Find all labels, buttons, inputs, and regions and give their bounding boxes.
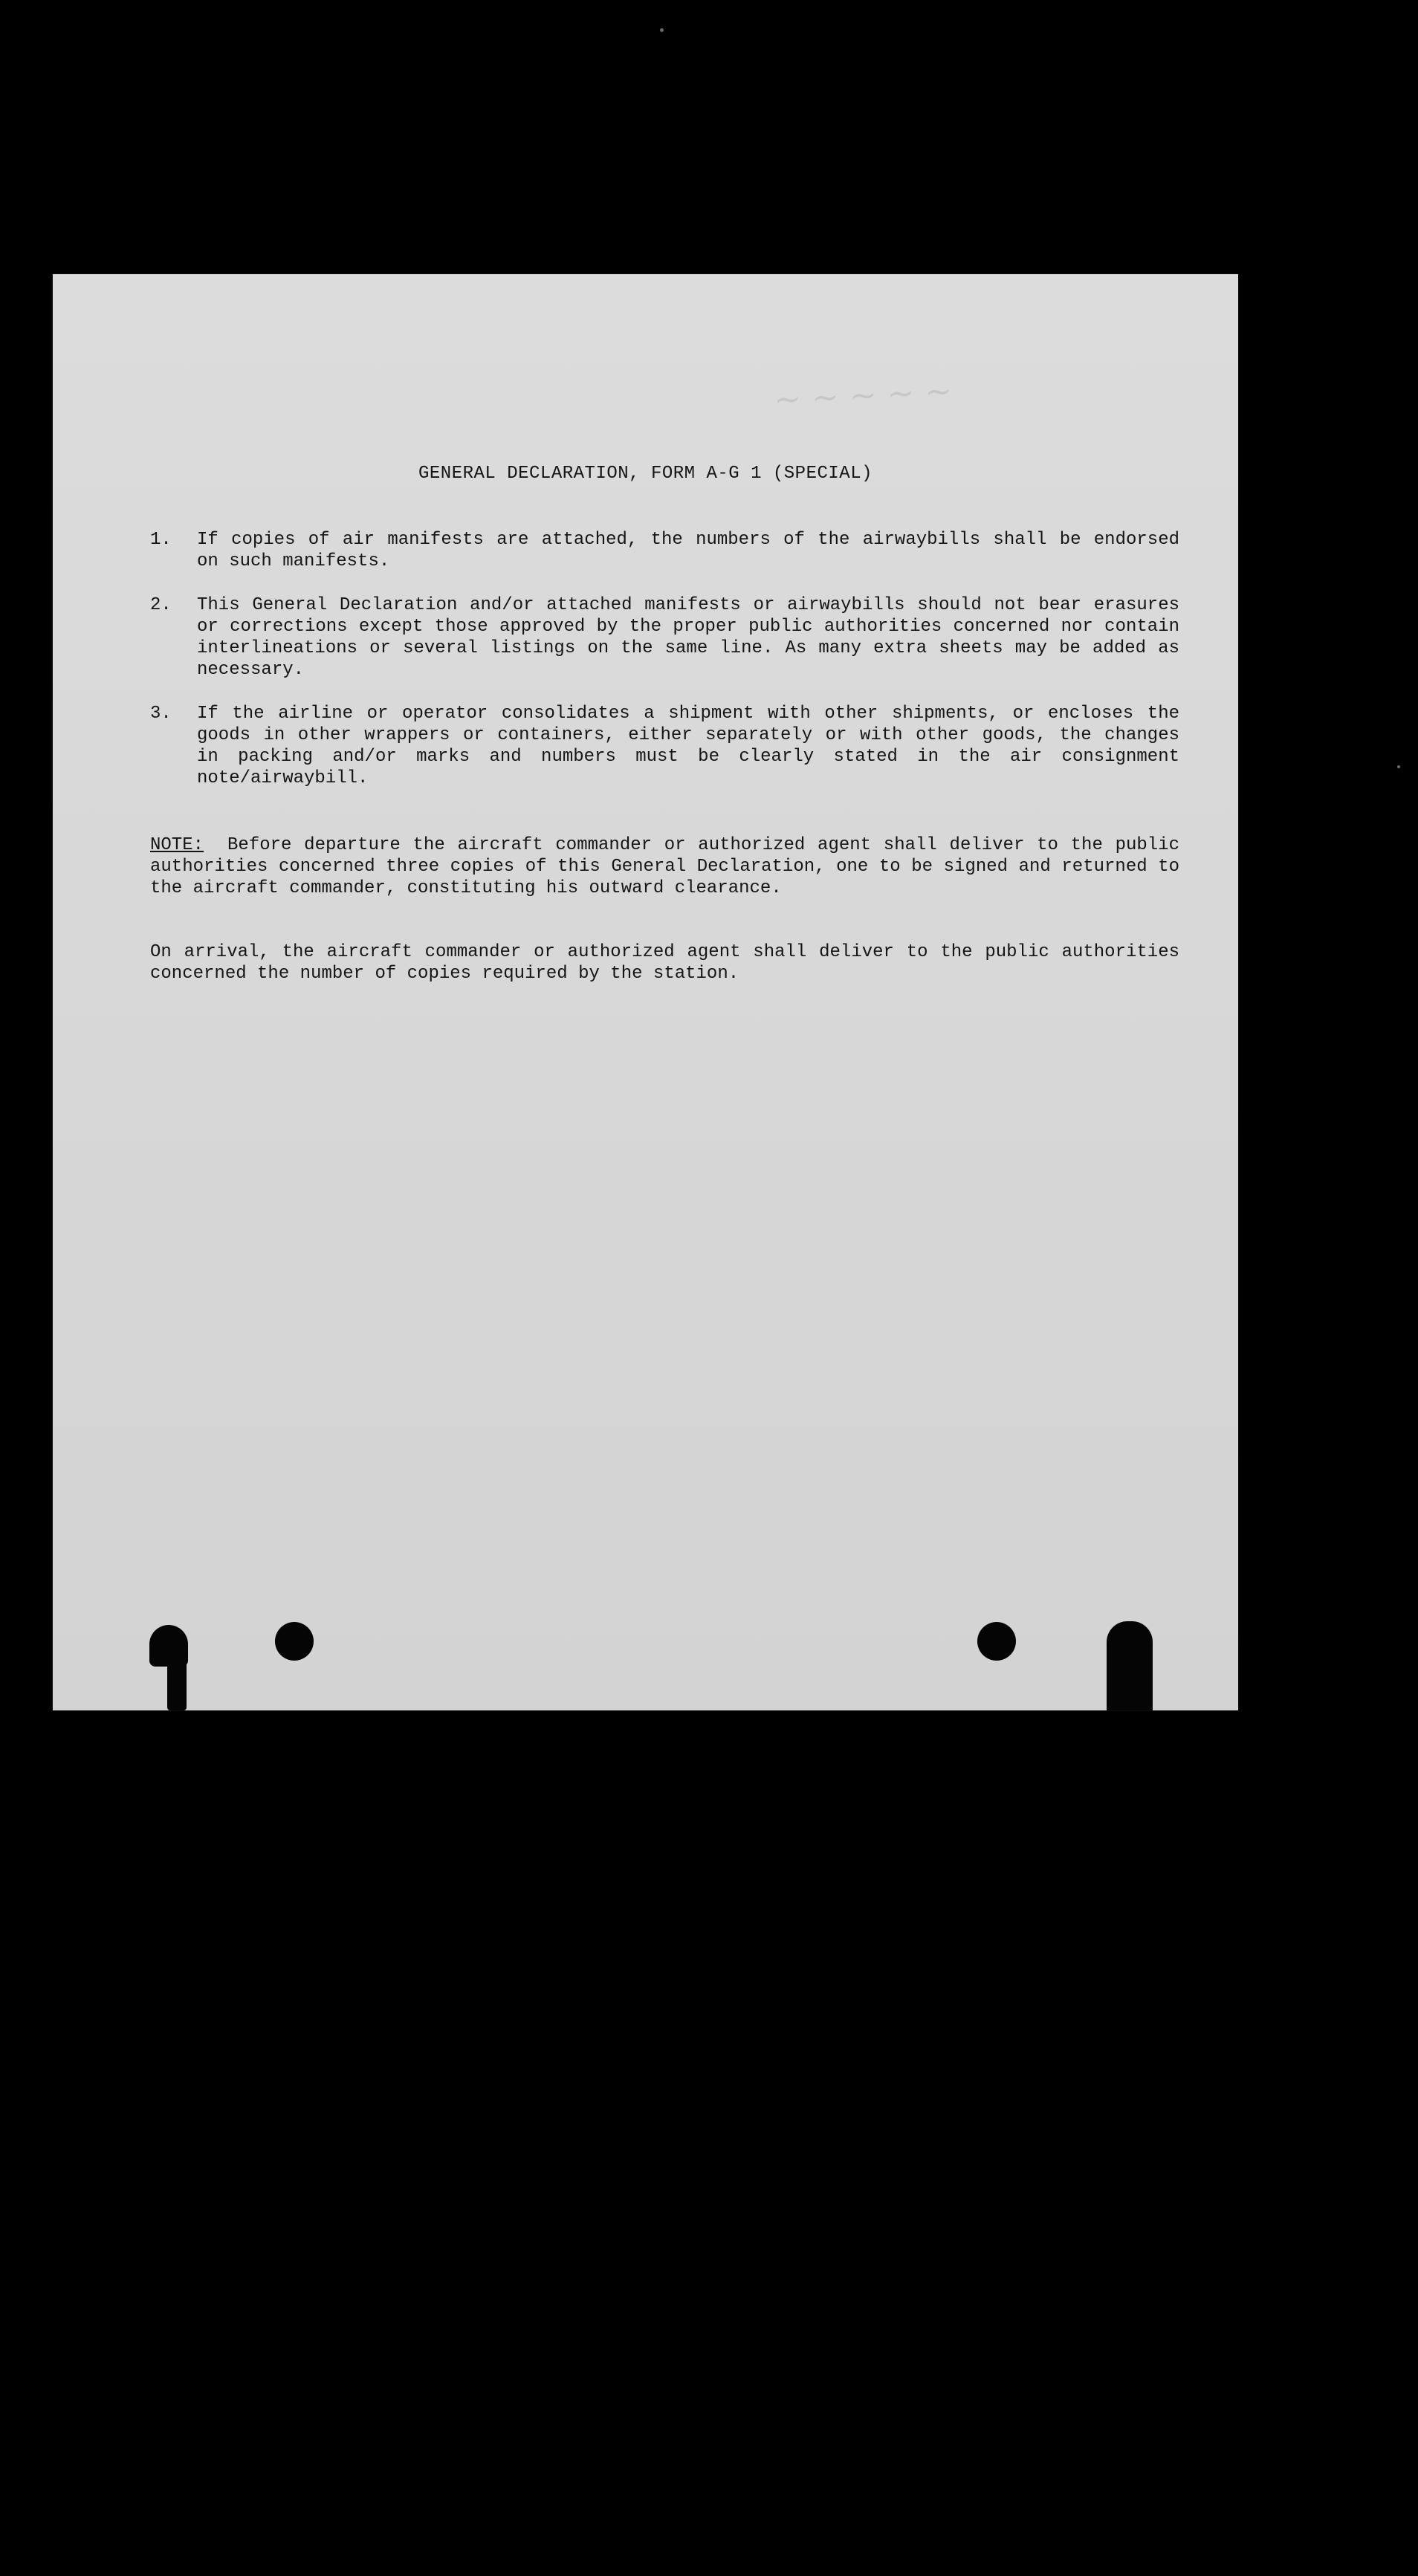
scan-speck bbox=[1397, 765, 1400, 768]
instruction-text: This General Declaration and/or attached manifests or airwaybills should not bear erasures or corrections except those approved by the proper public authorities concerned nor contain interlineations or several listings on the same line. As many extra sheets may be added as necessary. bbox=[197, 595, 1179, 680]
punch-hole-right bbox=[977, 1622, 1016, 1661]
bleed-through-handwriting: ~ ~ ~ ~ ~ bbox=[772, 372, 954, 420]
clip-shadow-right bbox=[1107, 1621, 1153, 1710]
instruction-number: 3. bbox=[150, 704, 172, 724]
instruction-number: 1. bbox=[150, 530, 172, 550]
instruction-text: If copies of air manifests are attached, the numbers of the airwaybills shall be endorsed on such manifests. bbox=[197, 530, 1179, 571]
instruction-item-3 bbox=[150, 703, 1179, 789]
instruction-text: If the airline or operator consolidates a shipment with other shipments, or encloses the goods in other wrappers or containers, either separately or with other goods, the changes in packing and/or marks and numbers must be clearly stated in the air consignment note/airwaybill. bbox=[197, 704, 1179, 788]
document-title: GENERAL DECLARATION, FORM A-G 1 (SPECIAL) bbox=[418, 464, 873, 484]
arrival-paragraph: On arrival, the aircraft commander or authorized agent shall deliver to the public authorities concerned the number of copies required by the station. bbox=[150, 942, 1179, 984]
punch-hole-left bbox=[275, 1622, 314, 1661]
document-page bbox=[53, 274, 1238, 1710]
instruction-number: 2. bbox=[150, 595, 172, 615]
note-paragraph bbox=[150, 834, 1179, 899]
instruction-item-2 bbox=[150, 594, 1179, 681]
note-label: NOTE: bbox=[150, 835, 204, 855]
scan-speck bbox=[660, 28, 664, 32]
note-text: Before departure the aircraft commander or authorized agent shall deliver to the public authorities concerned three copies of this General Declaration, one to be signed and returned to the aircraft commander, constituting his outward clearance. bbox=[150, 835, 1179, 898]
instruction-item-1 bbox=[150, 529, 1179, 572]
clip-shadow-left-tail bbox=[167, 1661, 187, 1710]
instruction-list bbox=[150, 529, 1179, 811]
